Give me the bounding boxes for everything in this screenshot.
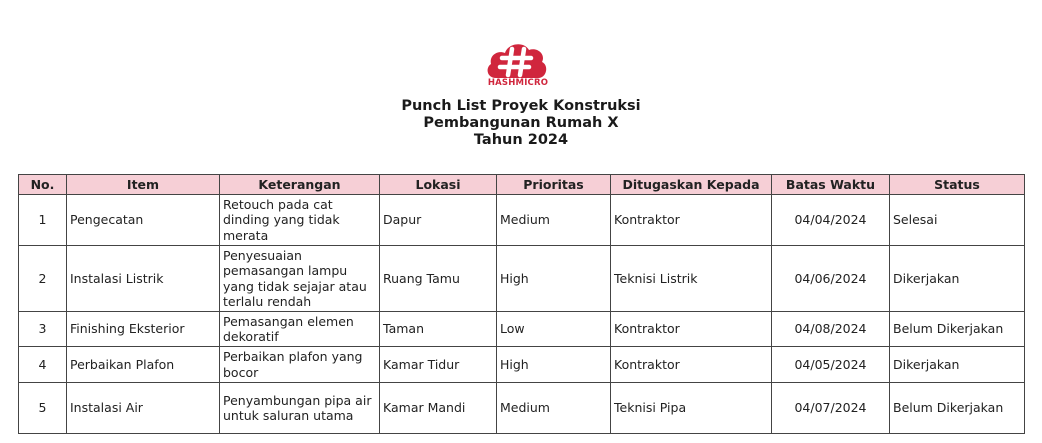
cell-lokasi: Kamar Mandi	[380, 383, 497, 434]
cell-status: Belum Dikerjakan	[890, 383, 1025, 434]
cell-status: Selesai	[890, 195, 1025, 246]
header-item: Item	[67, 175, 220, 195]
cell-ditugaskan: Teknisi Listrik	[611, 246, 772, 312]
header-ditugaskan: Ditugaskan Kepada	[611, 175, 772, 195]
cell-ditugaskan: Kontraktor	[611, 312, 772, 347]
cell-keterangan: Retouch pada cat dinding yang tidak merata	[220, 195, 380, 246]
cell-no: 3	[19, 312, 67, 347]
cell-batas-waktu: 04/05/2024	[772, 347, 890, 383]
table-row	[19, 195, 1025, 246]
cell-batas-waktu: 04/08/2024	[772, 312, 890, 347]
cell-item: Instalasi Air	[67, 383, 220, 434]
title-line-2: Pembangunan Rumah X	[423, 115, 619, 131]
cell-batas-waktu: 04/04/2024	[772, 195, 890, 246]
cell-prioritas: Medium	[497, 195, 611, 246]
punch-list-table	[18, 174, 1025, 434]
header-no: No.	[19, 175, 67, 195]
table-header-row	[19, 175, 1025, 195]
cell-keterangan: Penyambungan pipa air untuk saluran utama	[220, 383, 380, 434]
cell-item: Finishing Eksterior	[67, 312, 220, 347]
cell-lokasi: Ruang Tamu	[380, 246, 497, 312]
cell-no: 4	[19, 347, 67, 383]
header-prioritas: Prioritas	[497, 175, 611, 195]
cell-no: 1	[19, 195, 67, 246]
header-keterangan: Keterangan	[220, 175, 380, 195]
cell-prioritas: High	[497, 347, 611, 383]
cell-ditugaskan: Teknisi Pipa	[611, 383, 772, 434]
cell-status: Dikerjakan	[890, 347, 1025, 383]
cell-no: 2	[19, 246, 67, 312]
cell-no: 5	[19, 383, 67, 434]
cell-keterangan: Penyesuaian pemasangan lampu yang tidak sejajar atau terlalu rendah	[220, 246, 380, 312]
table-row	[19, 383, 1025, 434]
cell-status: Belum Dikerjakan	[890, 312, 1025, 347]
cell-prioritas: Medium	[497, 383, 611, 434]
cell-prioritas: Low	[497, 312, 611, 347]
cell-lokasi: Dapur	[380, 195, 497, 246]
cell-ditugaskan: Kontraktor	[611, 195, 772, 246]
page-title	[0, 98, 1042, 149]
brand-name: HASHMICRO	[487, 78, 549, 88]
cell-ditugaskan: Kontraktor	[611, 347, 772, 383]
cell-status: Dikerjakan	[890, 246, 1025, 312]
title-line-1: Punch List Proyek Konstruksi	[401, 98, 641, 114]
header-batas-waktu: Batas Waktu	[772, 175, 890, 195]
header-status: Status	[890, 175, 1025, 195]
table-row	[19, 246, 1025, 312]
cell-item: Perbaikan Plafon	[67, 347, 220, 383]
table-row	[19, 347, 1025, 383]
header-lokasi: Lokasi	[380, 175, 497, 195]
cell-batas-waktu: 04/06/2024	[772, 246, 890, 312]
cell-keterangan: Perbaikan plafon yang bocor	[220, 347, 380, 383]
cell-item: Instalasi Listrik	[67, 246, 220, 312]
cell-prioritas: High	[497, 246, 611, 312]
cell-lokasi: Kamar Tidur	[380, 347, 497, 383]
cell-item: Pengecatan	[67, 195, 220, 246]
title-line-3: Tahun 2024	[473, 132, 569, 148]
table-row	[19, 312, 1025, 347]
cell-lokasi: Taman	[380, 312, 497, 347]
cell-keterangan: Pemasangan elemen dekoratif	[220, 312, 380, 347]
cell-batas-waktu: 04/07/2024	[772, 383, 890, 434]
